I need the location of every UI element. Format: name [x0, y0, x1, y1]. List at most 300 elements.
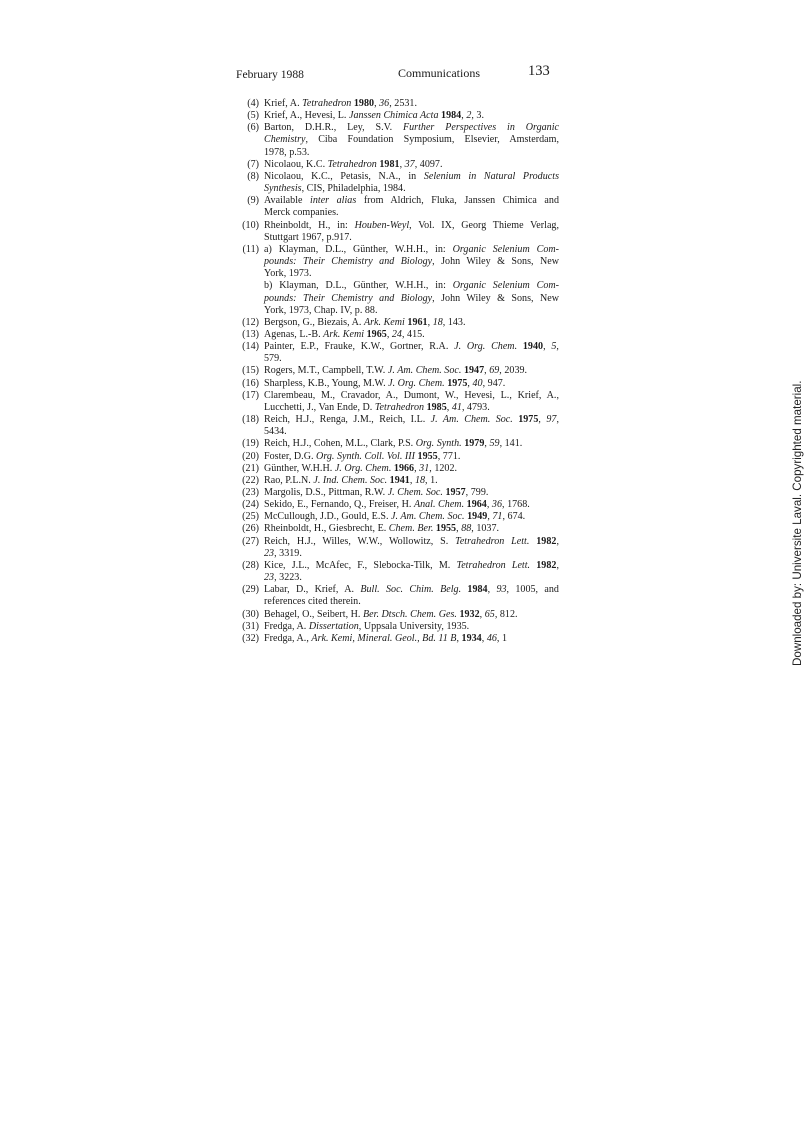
text-segment: , — [409, 474, 415, 486]
italic-segment: Chemistry — [264, 134, 306, 146]
reference-entry — [236, 475, 559, 487]
reference-number: (27) — [242, 535, 259, 547]
reference-text — [264, 560, 559, 584]
text-segment: Reich, H.J., Renga, J.M., Reich, I.L. — [264, 414, 431, 426]
reference-text — [264, 463, 559, 475]
italic-segment: Synthesis — [264, 183, 302, 195]
text-segment: Clarembeau, M., Cravador, A., Dumont, W., Hevesi, L., Krief, A., — [264, 389, 559, 401]
text-segment: , 143. — [442, 316, 466, 328]
reference-line — [264, 329, 559, 341]
reference-entry — [236, 438, 559, 450]
reference-number: (20) — [242, 450, 259, 462]
italic-segment: Organic Selenium Com- — [452, 280, 559, 292]
reference-text — [264, 390, 559, 414]
reference-number: (28) — [242, 559, 259, 571]
text-segment: , — [484, 365, 490, 377]
publication-year: 1985 — [426, 401, 447, 413]
reference-entry — [236, 159, 559, 171]
italic-segment: 37 — [404, 158, 415, 170]
reference-text — [264, 329, 559, 341]
italic-segment: J. Am. Chem. Soc. — [387, 365, 462, 377]
reference-number: (14) — [242, 341, 259, 353]
reference-line — [264, 621, 559, 633]
italic-segment: 88 — [461, 523, 472, 535]
text-segment: , 1037. — [471, 523, 500, 535]
italic-segment: Bull. Soc. Chim. Belg. — [360, 584, 462, 596]
text-segment: , 1202. — [429, 462, 458, 474]
italic-segment: J. Ind. Chem. Soc. — [313, 474, 388, 486]
reference-text — [264, 122, 559, 158]
publication-year: 1984 — [467, 584, 488, 596]
running-header — [236, 64, 558, 84]
text-segment: , Vol. IX, Georg Thieme Verlag, — [409, 219, 560, 231]
italic-segment: J. Org. Chem. — [454, 341, 518, 353]
text-segment: 5434. — [264, 426, 287, 438]
reference-entry — [236, 560, 559, 584]
reference-entry — [236, 463, 559, 475]
reference-text — [264, 98, 559, 110]
reference-number: (11) — [242, 243, 259, 255]
reference-entry — [236, 499, 559, 511]
text-segment: , — [461, 110, 467, 122]
italic-segment: 36 — [491, 499, 503, 511]
publication-year: 1975 — [518, 414, 539, 426]
reference-line — [264, 463, 559, 475]
reference-text — [264, 365, 559, 377]
text-segment: , 1768. — [502, 499, 530, 511]
text-segment: , — [486, 499, 492, 511]
reference-line — [264, 523, 559, 535]
italic-segment: 18 — [414, 474, 426, 486]
text-segment: , CIS, Philadelphia, 1984. — [301, 183, 406, 195]
reference-line — [264, 536, 559, 548]
reference-line — [264, 317, 559, 329]
page-number: 133 — [528, 63, 550, 79]
text-segment: , — [487, 584, 497, 596]
reference-number: (6) — [247, 122, 259, 134]
reference-text — [264, 341, 559, 365]
text-segment: Reich, H.J., Cohen, M.L., Clark, P.S. — [264, 438, 416, 450]
reference-line — [264, 414, 559, 426]
text-segment: Available — [264, 195, 311, 207]
italic-segment: 65 — [484, 608, 495, 620]
reference-number: (7) — [247, 158, 259, 170]
reference-list — [236, 98, 559, 645]
reference-text — [264, 523, 559, 535]
text-segment: 579. — [264, 353, 282, 365]
text-segment: , Uppsala University, 1935. — [358, 620, 470, 632]
text-segment: Rheinboldt, H., in: — [264, 219, 355, 231]
reference-entry — [236, 195, 559, 219]
text-segment: , — [479, 608, 485, 620]
publication-year: 1979 — [464, 438, 485, 450]
reference-line — [264, 548, 559, 560]
reference-entry — [236, 329, 559, 341]
reference-line — [264, 305, 559, 317]
reference-entry — [236, 487, 559, 499]
italic-segment: J. Org. Chem. — [388, 377, 445, 389]
reference-entry — [236, 609, 559, 621]
text-segment: , — [467, 377, 473, 389]
reference-number: (19) — [242, 438, 259, 450]
reference-line — [264, 596, 559, 608]
reference-entry — [236, 122, 559, 158]
italic-segment: 97 — [546, 414, 557, 426]
text-segment: Rogers, M.T., Campbell, T.W. — [264, 365, 388, 377]
italic-segment: 31 — [419, 462, 430, 474]
reference-entry — [236, 341, 559, 365]
text-segment: Margolis, D.S., Pittman, R.W. — [264, 487, 388, 498]
reference-line — [264, 365, 559, 377]
italic-segment: 71 — [492, 511, 503, 523]
reference-entry — [236, 523, 559, 535]
reference-text — [264, 171, 559, 195]
text-segment: Barton, D.H.R., Ley, S.V. — [264, 122, 403, 134]
italic-segment: 24 — [391, 328, 402, 340]
text-segment: , 812. — [494, 608, 518, 620]
text-segment: , — [446, 401, 452, 413]
reference-line — [264, 268, 559, 280]
reference-line — [264, 633, 559, 645]
reference-entry — [236, 390, 559, 414]
text-segment: from Aldrich, Fluka, Janssen Chimica and — [356, 195, 559, 207]
text-segment: Krief, A. — [264, 98, 303, 109]
reference-number: (10) — [242, 219, 259, 231]
text-segment: , — [484, 438, 490, 450]
reference-number: (17) — [242, 389, 259, 401]
text-segment: Fredga, A. — [264, 620, 309, 632]
text-segment: Krief, A., Hevesi, L. — [264, 110, 349, 122]
reference-line — [264, 98, 559, 110]
publication-year: 1981 — [379, 158, 400, 170]
reference-entry — [236, 244, 559, 317]
text-segment: , 3. — [471, 110, 484, 122]
text-segment: Rheinboldt, H., Giesbrecht, E. — [264, 523, 389, 535]
reference-line — [264, 183, 559, 195]
italic-segment: 5 — [551, 341, 557, 353]
italic-segment: inter alias — [310, 195, 357, 207]
text-segment: references cited therein. — [264, 596, 361, 608]
reference-entry — [236, 317, 559, 329]
reference-number: (24) — [242, 499, 259, 511]
text-segment: , — [481, 632, 487, 644]
text-segment: , 4793. — [461, 401, 490, 413]
reference-number: (16) — [242, 377, 259, 389]
italic-segment: Ark. Kemi, Mineral. Geol., Bd. 11 B — [311, 632, 457, 644]
reference-line — [264, 341, 559, 353]
text-segment: , 1 — [496, 632, 508, 644]
text-segment: , 3319. — [274, 547, 302, 559]
text-segment: Nicolaou, K.C. — [264, 158, 328, 170]
reference-text — [264, 159, 559, 171]
reference-line — [264, 560, 559, 572]
reference-line — [264, 390, 559, 402]
italic-segment: Chem. Ber. — [388, 523, 434, 535]
reference-line — [264, 232, 559, 244]
italic-segment: Ber. Dtsch. Chem. Ges. — [363, 608, 457, 620]
text-segment: , — [556, 535, 559, 547]
text-segment: Reich, H.J., Willes, W.W., Wollowitz, S. — [264, 535, 456, 547]
reference-text — [264, 220, 559, 244]
reference-number: (8) — [247, 170, 259, 182]
text-segment: , 1005, and — [506, 584, 559, 596]
reference-line — [264, 207, 559, 219]
italic-segment: Tetrahedron Lett. — [456, 559, 531, 571]
reference-text — [264, 378, 559, 390]
italic-segment: Anal. Chem. — [413, 499, 465, 511]
italic-segment: 46 — [486, 632, 497, 644]
publication-year: 1955 — [435, 523, 457, 535]
text-segment: Foster, D.G. — [264, 450, 317, 462]
reference-text — [264, 487, 559, 499]
text-segment: , — [487, 511, 493, 523]
text-segment: , 947. — [482, 377, 506, 389]
reference-number: (18) — [242, 414, 259, 426]
text-segment: , 141. — [499, 438, 523, 450]
italic-segment: Ark. Kemi — [363, 316, 405, 328]
italic-segment: Tetrahedron — [327, 158, 377, 170]
text-segment: , — [556, 414, 559, 426]
text-segment: , — [543, 341, 552, 353]
reference-text — [264, 438, 559, 450]
reference-entry — [236, 378, 559, 390]
text-segment: , 415. — [401, 328, 425, 340]
text-segment: Rao, P.L.N. — [264, 474, 314, 486]
text-segment: , 4097. — [414, 158, 443, 170]
text-segment: Bergson, G., Biezais, A. — [264, 316, 364, 328]
publication-year: 1961 — [407, 316, 428, 328]
reference-text — [264, 511, 559, 523]
italic-segment: Houben-Weyl — [354, 219, 410, 231]
section-title: Communications — [398, 66, 480, 80]
reference-number: (32) — [242, 632, 259, 644]
italic-segment: 23 — [264, 547, 275, 559]
reference-line — [264, 451, 559, 463]
text-segment: Labar, D., Krief, A. — [264, 584, 361, 596]
reference-text — [264, 317, 559, 329]
italic-segment: Ark. Kemi — [323, 328, 365, 340]
italic-segment: Tetrahedron — [302, 98, 352, 109]
reference-line — [264, 438, 559, 450]
text-segment: , — [456, 632, 462, 644]
italic-segment: Org. Synth. Coll. Vol. III — [316, 450, 415, 462]
reference-line — [264, 609, 559, 621]
italic-segment: 36 — [379, 98, 390, 109]
reference-line — [264, 293, 559, 305]
publication-year: 1966 — [393, 462, 415, 474]
reference-entry — [236, 511, 559, 523]
text-segment: Sekido, E., Fernando, Q., Freiser, H. — [264, 499, 414, 511]
reference-line — [264, 195, 559, 207]
italic-segment: Dissertation — [308, 620, 359, 632]
italic-segment: Organic Selenium Com- — [452, 243, 559, 255]
reference-text — [264, 475, 559, 487]
reference-entry — [236, 98, 559, 110]
italic-segment: Tetrahedron Lett. — [455, 535, 530, 547]
reference-line — [264, 402, 559, 414]
text-segment: , 771. — [437, 450, 461, 462]
reference-text — [264, 536, 559, 560]
reference-text — [264, 499, 559, 511]
reference-text — [264, 609, 559, 621]
italic-segment: 2 — [466, 110, 472, 122]
reference-line — [264, 572, 559, 584]
publication-year: 1955 — [417, 450, 438, 462]
reference-text — [264, 110, 559, 122]
reference-line — [264, 122, 559, 134]
italic-segment: 59 — [489, 438, 500, 450]
reference-text — [264, 244, 559, 317]
italic-segment: Tetrahedron — [374, 401, 425, 413]
text-segment: Stuttgart 1967, p.917. — [264, 231, 352, 243]
text-segment: Merck companies. — [264, 207, 339, 219]
text-segment: , Ciba Foundation Symposium, Elsevier, Amsterdam, — [305, 134, 559, 146]
italic-segment: 18 — [432, 316, 443, 328]
issue-date: February 1988 — [236, 68, 304, 81]
italic-segment: 40 — [472, 377, 483, 389]
text-segment: , 1. — [425, 474, 438, 486]
italic-segment: 41 — [451, 401, 462, 413]
text-segment: McCullough, J.D., Gould, E.S. — [264, 511, 392, 523]
reference-line — [264, 159, 559, 171]
text-segment: Painter, E.P., Frauke, K.W., Gortner, R.A. — [264, 341, 455, 353]
text-segment: Nicolaou, K.C., Petasis, N.A., in — [264, 170, 424, 182]
reference-entry — [236, 171, 559, 195]
publication-year: 1940 — [522, 341, 544, 353]
reference-number: (30) — [242, 608, 259, 620]
publication-year: 1934 — [461, 632, 482, 644]
italic-segment: J. Am. Chem. Soc. — [430, 414, 513, 426]
publication-year: 1984 — [441, 110, 462, 122]
italic-segment: Further Perspectives in Organic — [402, 122, 559, 134]
text-segment: Sharpless, K.B., Young, M.W. — [264, 377, 389, 389]
publication-year: 1980 — [353, 98, 375, 109]
reference-text — [264, 451, 559, 463]
italic-segment: pounds: Their Chemistry and Biology — [264, 256, 433, 268]
reference-entry — [236, 110, 559, 122]
text-segment: Agenas, L.-B. — [264, 328, 324, 340]
reference-text — [264, 584, 559, 608]
publication-year: 1949 — [467, 511, 488, 523]
publication-year: 1982 — [536, 535, 557, 547]
italic-segment: J. Org. Chem. — [334, 462, 392, 474]
italic-segment: Org. Synth. — [415, 438, 462, 450]
reference-entry — [236, 584, 559, 608]
text-segment: 1978, p.53. — [264, 146, 310, 158]
italic-segment: J. Chem. Soc. — [387, 487, 443, 498]
reference-number: (29) — [242, 584, 259, 596]
text-segment: , — [456, 523, 462, 535]
text-segment: , — [374, 98, 380, 109]
publication-year: 1947 — [463, 365, 485, 377]
reference-number: (12) — [242, 316, 259, 328]
reference-line — [264, 110, 559, 122]
reference-line — [264, 499, 559, 511]
reference-number: (25) — [242, 511, 259, 523]
text-segment: York, 1973. — [264, 268, 312, 280]
reference-text — [264, 195, 559, 219]
text-segment: , — [399, 158, 405, 170]
reference-line — [264, 171, 559, 183]
reference-number: (5) — [247, 110, 259, 122]
reference-entry — [236, 451, 559, 463]
publication-year: 1965 — [366, 328, 387, 340]
publication-year: 1957 — [445, 487, 466, 498]
reference-number: (26) — [242, 523, 259, 535]
text-segment: , 3223. — [274, 572, 302, 584]
reference-number: (4) — [247, 98, 259, 109]
text-segment: , 2531. — [389, 98, 418, 109]
text-segment: Kice, J.L., McAfec, F., Slebocka-Tilk, M. — [264, 559, 457, 571]
text-segment: , — [556, 559, 559, 571]
text-segment: Lucchetti, J., Van Ende, D. — [264, 401, 375, 413]
text-segment: Fredga, A., — [264, 632, 312, 644]
reference-line — [264, 353, 559, 365]
text-segment: , John Wiley & Sons, New — [432, 256, 559, 268]
reference-entry — [236, 365, 559, 377]
italic-segment: pounds: Their Chemistry and Biology — [264, 292, 433, 304]
italic-segment: J. Am. Chem. Soc. — [391, 511, 465, 523]
reference-line — [264, 584, 559, 596]
reference-line — [264, 244, 559, 256]
reference-entry — [236, 621, 559, 633]
reference-text — [264, 414, 559, 438]
text-segment: Behagel, O., Seibert, H. — [264, 608, 363, 620]
reference-line — [264, 220, 559, 232]
reference-entry — [236, 536, 559, 560]
italic-segment: Janssen Chimica Acta — [348, 110, 439, 122]
reference-line — [264, 147, 559, 159]
reference-number: (22) — [242, 474, 259, 486]
reference-entry — [236, 633, 559, 645]
reference-number: (9) — [247, 195, 259, 207]
publication-year: 1982 — [536, 559, 557, 571]
reference-line — [264, 280, 559, 292]
italic-segment: 69 — [489, 365, 500, 377]
reference-entry — [236, 414, 559, 438]
text-segment: York, 1973, Chap. IV, p. 88. — [264, 304, 378, 316]
text-segment: a) Klayman, D.L., Günther, W.H.H., in: — [264, 243, 453, 255]
text-segment: , — [427, 316, 433, 328]
reference-line — [264, 378, 559, 390]
text-segment: , 674. — [502, 511, 526, 523]
reference-text — [264, 633, 559, 645]
text-segment: , — [414, 462, 420, 474]
italic-segment: Selenium in Natural Products — [423, 170, 559, 182]
reference-number: (15) — [242, 365, 259, 377]
download-notice: Downloaded by: Universite Laval. Copyrighted material. — [791, 380, 804, 666]
reference-line — [264, 134, 559, 146]
reference-line — [264, 487, 559, 499]
reference-line — [264, 511, 559, 523]
publication-year: 1964 — [466, 499, 487, 511]
text-segment: , 799. — [465, 487, 489, 498]
publication-year: 1975 — [447, 377, 468, 389]
text-segment: , 2039. — [499, 365, 528, 377]
reference-number: (23) — [242, 487, 259, 498]
publication-year: 1941 — [389, 474, 410, 486]
reference-line — [264, 426, 559, 438]
reference-line — [264, 256, 559, 268]
reference-number: (31) — [242, 620, 259, 632]
text-segment: b) Klayman, D.L., Günther, W.H.H., in: — [264, 280, 453, 292]
reference-number: (21) — [242, 462, 259, 474]
reference-entry — [236, 220, 559, 244]
text-segment: , John Wiley & Sons, New — [432, 292, 559, 304]
text-segment: , — [386, 328, 392, 340]
text-segment: , — [556, 341, 559, 353]
reference-text — [264, 621, 559, 633]
